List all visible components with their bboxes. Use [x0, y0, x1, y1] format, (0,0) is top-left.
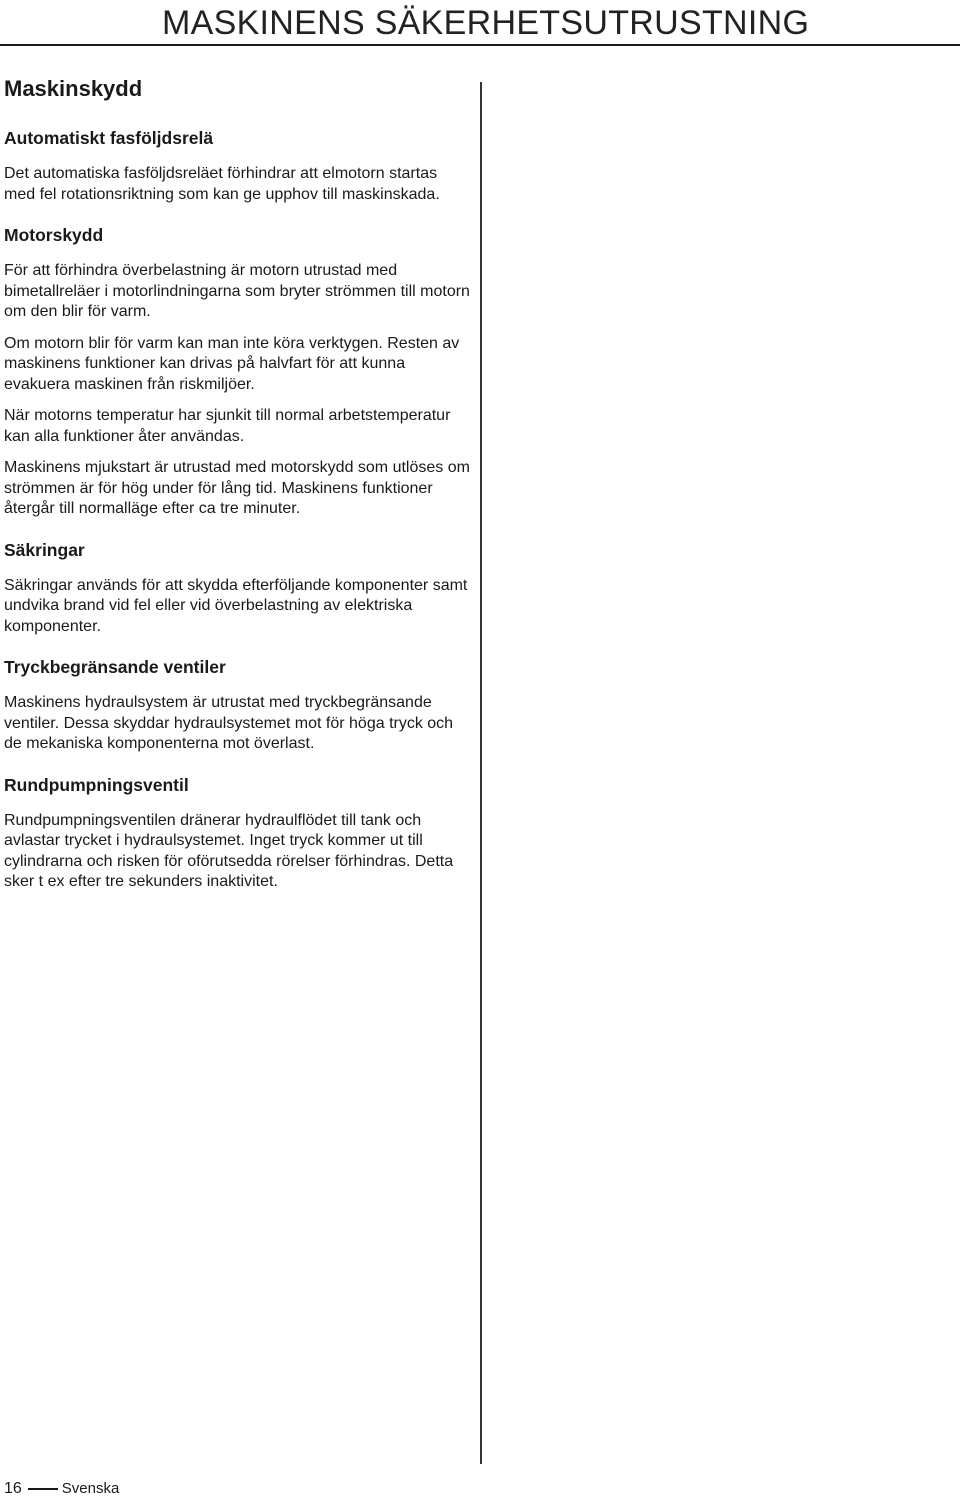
paragraph: Om motorn blir för varm kan man inte köra verktygen. Resten av maskinens funktioner kan drivas på halvfart för att kunna evakuera maskinen från riskmiljöer.	[4, 334, 460, 393]
main-content	[4, 74, 470, 904]
footer-language: Svenska	[61, 1480, 120, 1497]
paragraph: Rundpumpningsventilen dränerar hydraulflödet till tank och avlastar trycket i hydraulsystemet. Inget tryck kommer ut till cylindrarna och risken för oförutsedda rörelser förhindras. Detta sker t ex efter tre sekunders inaktivitet.	[4, 811, 454, 890]
paragraph: För att förhindra överbelastning är motorn utrustad med bimetallreläer i motorlindningarna som bryter strömmen till motorn om den blir för varm.	[4, 262, 470, 320]
section-pressure-valves	[4, 655, 470, 755]
page-footer	[4, 1480, 119, 1498]
column-divider	[480, 82, 482, 1464]
subsection-title: Tryckbegränsande ventiler	[4, 657, 226, 677]
section-motor-protection	[4, 223, 470, 520]
section-fuses	[4, 538, 470, 638]
page-number: 16	[4, 1480, 22, 1497]
paragraph: Säkringar används för att skydda efterföljande komponenter samt undvika brand vid fel eller vid överbelastning av elektriska komponenter.	[4, 576, 468, 635]
subsection-title: Automatiskt fasföljdsrelä	[4, 128, 214, 148]
title-rule	[0, 44, 960, 46]
footer-dash	[28, 1488, 58, 1490]
paragraph: Maskinens mjukstart är utrustad med motorskydd som utlöses om strömmen är för hög under för lång tid. Maskinens funktioner återgår till normalläge efter ca tre minuter.	[4, 459, 470, 517]
paragraph: När motorns temperatur har sjunkit till normal arbetstemperatur kan alla funktioner åter användas.	[4, 407, 451, 445]
subsection-title: Motorskydd	[4, 225, 104, 245]
page-title: MASKINENS SÄKERHETSUTRUSTNING	[162, 4, 810, 42]
subsection-title: Rundpumpningsventil	[4, 774, 189, 795]
subsection-title: Säkringar	[4, 539, 85, 560]
paragraph: Det automatiska fasföljdsreläet förhindrar att elmotorn startas med fel rotationsriktning som kan ge upphov till maskinskada.	[4, 165, 440, 203]
section-bypass-valve	[4, 773, 470, 893]
section-phase-relay	[4, 126, 470, 205]
section-heading: Maskinskydd	[4, 76, 143, 101]
paragraph: Maskinens hydraulsystem är utrustat med tryckbegränsande ventiler. Dessa skyddar hydraulsystemet mot för höga tryck och de mekaniska komponenterna mot överlast.	[4, 694, 454, 752]
